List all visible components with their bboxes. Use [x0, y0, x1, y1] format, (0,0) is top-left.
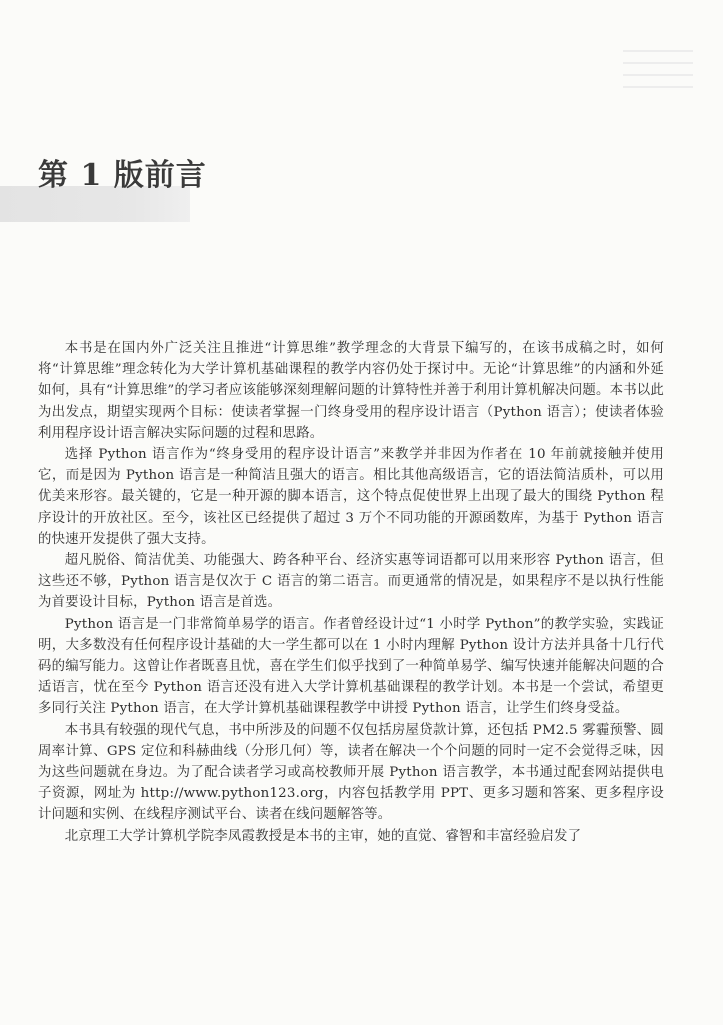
- paragraph: 北京理工大学计算机学院李凤霞教授是本书的主审，她的直觉、睿智和丰富经验启发了: [64, 828, 582, 844]
- paragraph: 超凡脱俗、简洁优美、功能强大、跨各种平台、经济实惠等词语都可以用来形容 Python 语言，但这些还不够，Python 语言是仅次于 C 语言的第二语言。而更通常的情况是，如果程序不是以执行性能为首要设计目标，Python 语言是首选。: [38, 553, 664, 611]
- paragraph: 本书具有较强的现代气息，书中所涉及的问题不仅包括房屋贷款计算，还包括 PM2.5 雾霾预警、圆周率计算、GPS 定位和科赫曲线（分形几何）等，读者在解决一个个问题的同时一定不会觉得乏味，因为这些问题就在身边。为了配合读者学习或高校教师开展 Python 语言教学，本书通过配套网站提供电子资源，网址为 http://www.python123.org，内容包括教学用 PPT、更多习题和答案、更多程序设计问题和实例、在线程序测试平台、读者在线问题解答等。: [38, 722, 664, 823]
- preface-body: [38, 338, 664, 847]
- page-title: 第 1 版前言: [38, 158, 207, 193]
- show-through-marks: [623, 40, 693, 130]
- paragraph: Python 语言是一门非常简单易学的语言。作者曾经设计过“1 小时学 Python”的教学实验，实践证明，大多数没有任何程序设计基础的大一学生都可以在 1 小时内理解 Python 设计方法并具备十几行代码的编写能力。这曾让作者既喜且忧，喜在学生们似乎找到了一种简单易学、编写快速并能解决问题的合适语言，忧在至今 Python 语言还没有进入大学计算机基础课程的教学计划。本书是一个尝试，希望更多同行关注 Python 语言，在大学计算机基础课程教学中讲授 Python 语言，让学生们终身受益。: [38, 616, 664, 717]
- paragraph: 本书是在国内外广泛关注且推进“计算思维”教学理念的大背景下编写的，在该书成稿之时，如何将“计算思维”理念转化为大学计算机基础课程的教学内容仍处于探讨中。无论“计算思维”的内涵和外延如何，具有“计算思维”的学习者应该能够深刻理解问题的计算特性并善于利用计算机解决问题。本书以此为出发点，期望实现两个目标：使读者掌握一门终身受用的程序设计语言（Python 语言）；使读者体验利用程序设计语言解决实际问题的过程和思路。: [38, 341, 664, 441]
- paragraph: 选择 Python 语言作为“终身受用的程序设计语言”来教学并非因为作者在 10 年前就接触并使用它，而是因为 Python 语言是一种简洁且强大的语言。相比其他高级语言，它的语法简洁质朴，可以用优美来形容。最关键的，它是一种开源的脚本语言，这个特点促使世界上出现了最大的围绕 Python 程序设计的开放社区。至今，该社区已经提供了超过 3 万个不同功能的开源函数库，为基于 Python 语言的快速开发提供了强大支持。: [38, 447, 664, 547]
